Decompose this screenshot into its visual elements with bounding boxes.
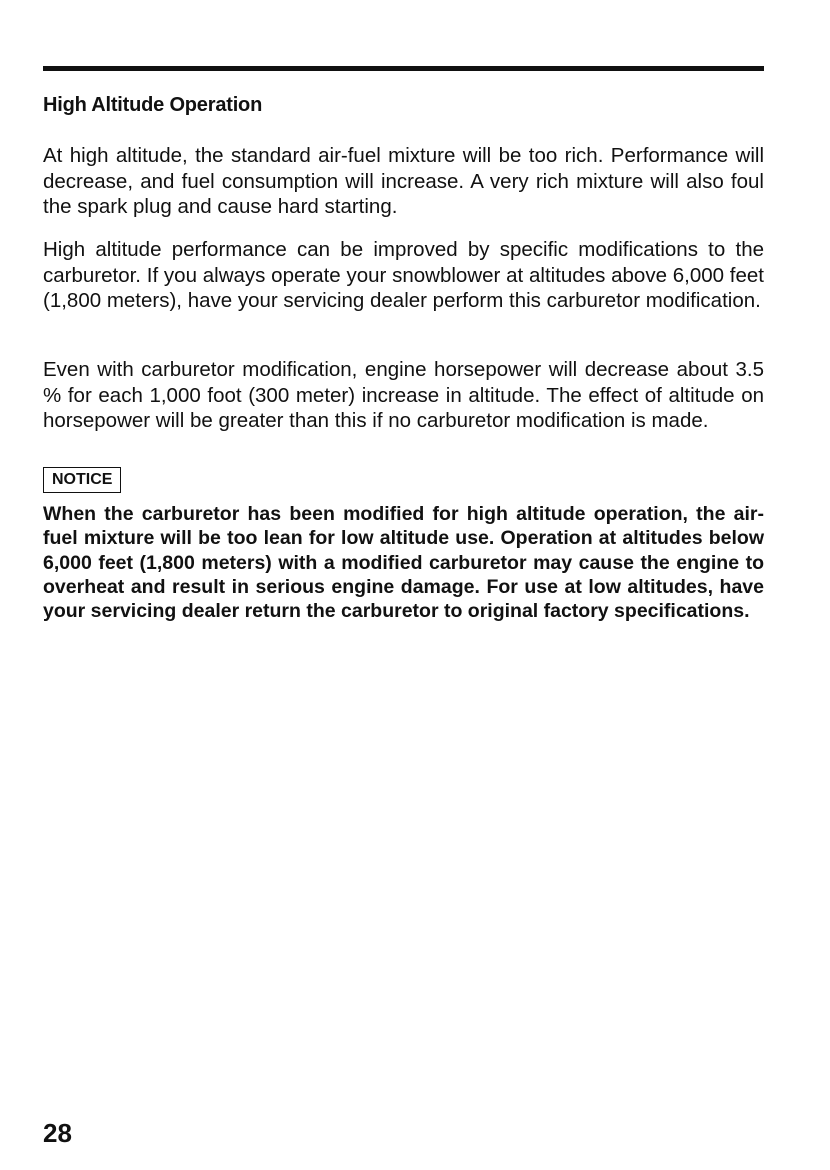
notice-label: NOTICE (43, 467, 121, 493)
notice-text: When the carburetor has been modified for high altitude operation, the air-fuel mixture will be too lean for low altitude use. Operation at altitudes below 6,000 feet (1,800 meters) with a modified carburetor may cause the engine to overheat and result in serious engine damage. For use at low altitudes, have your servicing dealer return the carburetor to original factory specifications. (43, 503, 764, 623)
page-number: 28 (43, 1118, 72, 1148)
top-rule (43, 66, 764, 71)
paragraph-1: At high altitude, the standard air-fuel mixture will be too rich. Performance will decrease, and fuel consumption will increase. A very rich mixture will also foul the spark plug and cause hard starting. (43, 144, 764, 218)
paragraph-3: Even with carburetor modification, engine horsepower will decrease about 3.5 % for each 1,000 foot (300 meter) increase in altitude. The effect of altitude on horsepower will be greater than this if no carburetor modification is made. (43, 358, 764, 432)
section-heading: High Altitude Operation (43, 94, 263, 116)
paragraph-2: High altitude performance can be improved by specific modifications to the carburetor. If you always operate your snowblower at altitudes above 6,000 feet (1,800 meters), have your servicing dealer perform this carburetor modification. (43, 238, 764, 312)
